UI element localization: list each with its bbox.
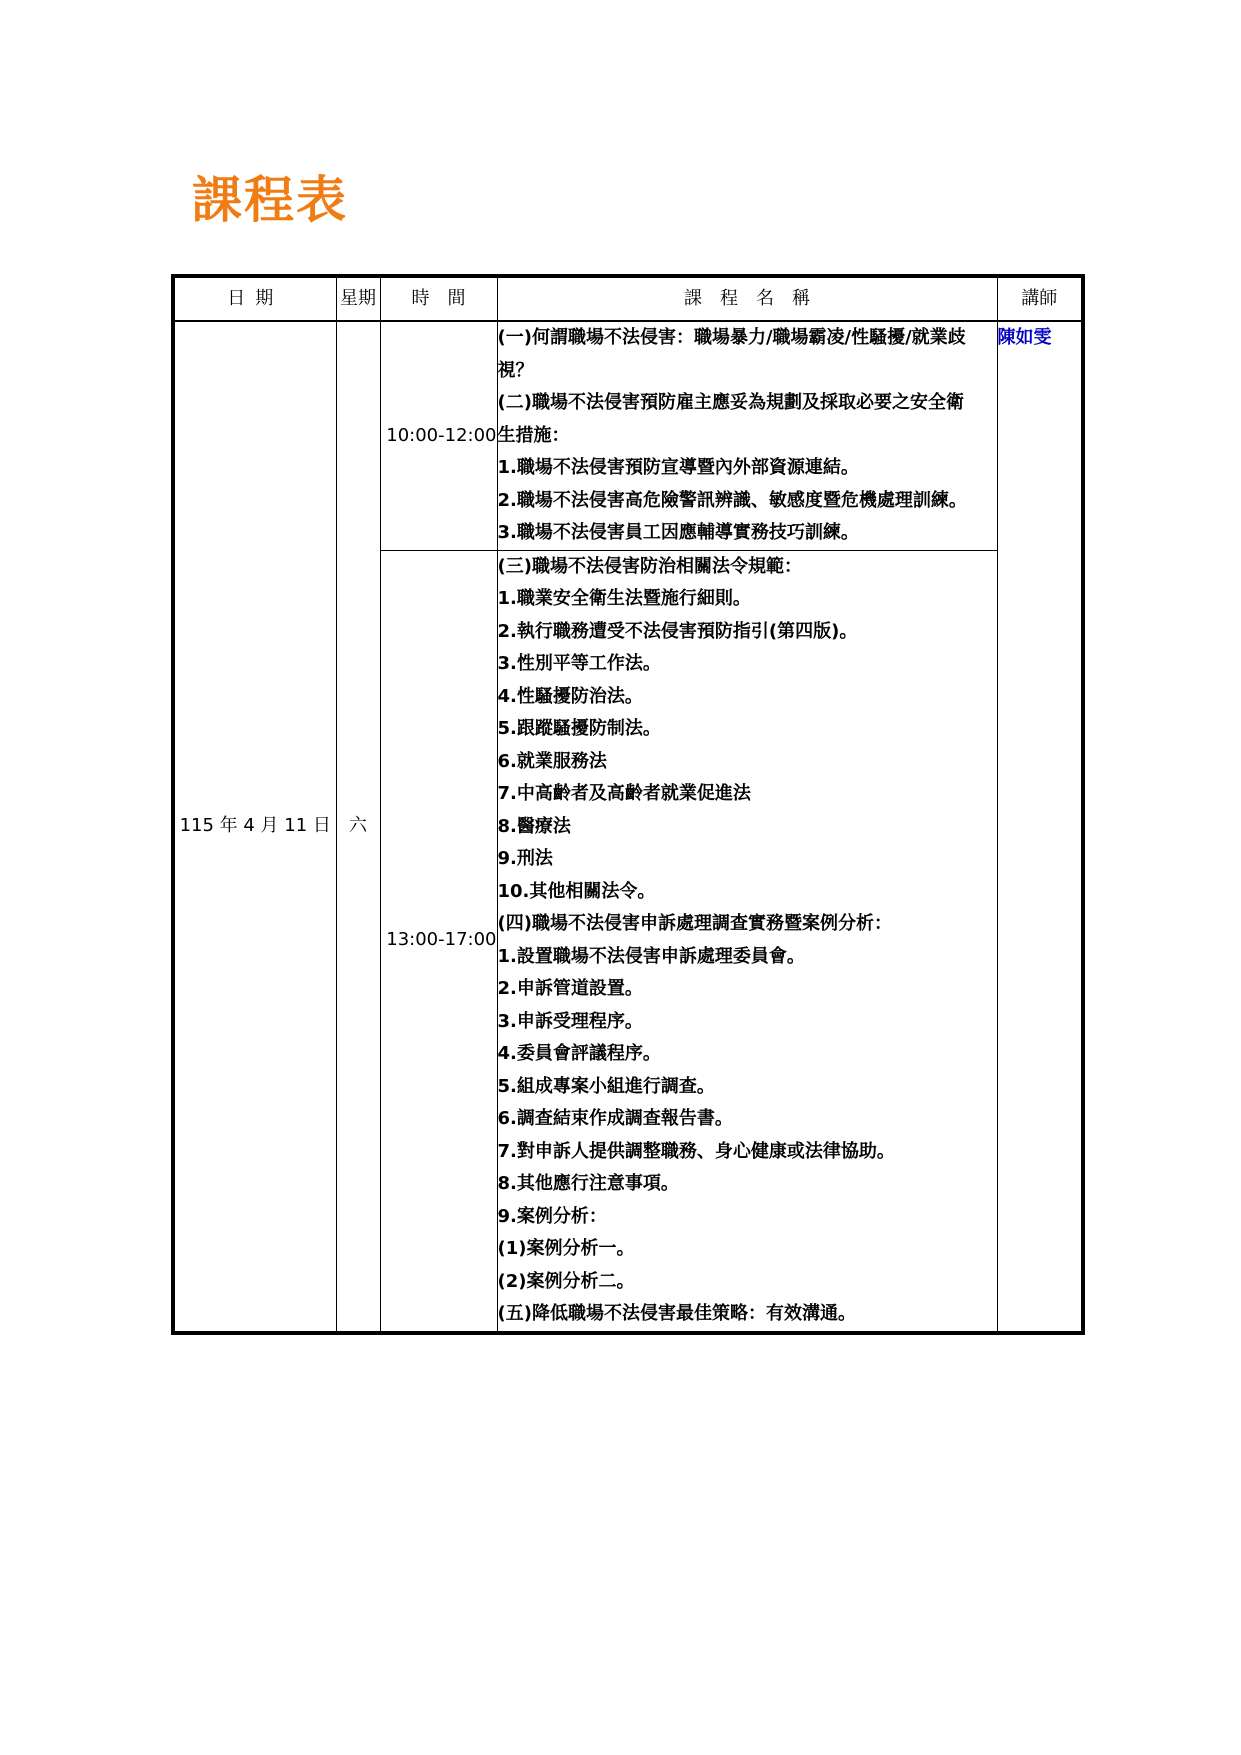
header-row	[173, 276, 1083, 321]
header-lecturer: 講師	[997, 276, 1083, 321]
course-line: 4.委員會評議程序。	[497, 1043, 661, 1064]
course-line: 1.設置職場不法侵害申訴處理委員會。	[497, 945, 805, 967]
course-line: 3.職場不法侵害員工因應輔導實務技巧訓練。	[497, 522, 859, 543]
course-line: 2.職場不法侵害高危險警訊辨識、敏感度暨危機處理訓練。	[497, 489, 967, 511]
course-line: 3.申訴受理程序。	[497, 1010, 643, 1032]
course-line: 9.案例分析：	[497, 1205, 607, 1227]
course-content-morning	[497, 321, 997, 550]
course-line: 3.性別平等工作法。	[497, 653, 661, 674]
course-line: 8.醫療法	[497, 815, 571, 837]
course-line: 5.跟蹤騷擾防制法。	[497, 718, 661, 739]
course-line: 8.其他應行注意事項。	[497, 1173, 679, 1194]
weekday-cell: 六	[336, 321, 380, 1333]
header-course-name: 課 程 名 稱	[497, 276, 997, 321]
session-row-morning	[173, 321, 1083, 550]
course-line: (1)案例分析一。	[497, 1238, 635, 1259]
course-line: 1.職場不法侵害預防宣導暨內外部資源連結。	[497, 457, 859, 478]
date-cell: 115 年 4 月 11 日	[173, 321, 336, 1333]
course-line: (2)案例分析二。	[497, 1270, 635, 1292]
course-line: (三)職場不法侵害防治相關法令規範：	[497, 555, 802, 577]
header-weekday: 星期	[336, 276, 380, 321]
time-cell-morning: 10:00-12:00	[380, 321, 497, 550]
course-line: 4.性騷擾防治法。	[497, 685, 643, 707]
course-line: 生措施：	[497, 424, 570, 446]
course-line: (四)職場不法侵害申訴處理調查實務暨案例分析：	[497, 913, 892, 934]
lecturer-cell: 陳如雯	[997, 321, 1083, 1333]
course-line: 10.其他相關法令。	[497, 880, 656, 902]
time-cell-afternoon: 13:00-17:00	[380, 550, 497, 1333]
course-line: 7.中高齡者及高齡者就業促進法	[497, 783, 751, 804]
page-title: 課程表	[192, 171, 348, 229]
course-line: 7.對申訴人提供調整職務、身心健康或法律協助。	[497, 1140, 895, 1162]
course-line: 9.刑法	[497, 848, 553, 869]
course-line: 6.就業服務法	[497, 750, 607, 772]
course-line: 視？	[497, 359, 534, 381]
course-line: 2.申訴管道設置。	[497, 978, 643, 999]
course-schedule-table	[171, 274, 1085, 1335]
header-time: 時 間	[380, 276, 497, 321]
course-line: 1.職業安全衛生法暨施行細則。	[497, 588, 751, 609]
course-line: (一)何謂職場不法侵害：職場暴力/職場霸凌/性騷擾/就業歧	[497, 327, 966, 348]
course-content-afternoon	[497, 550, 997, 1333]
header-date: 日期	[173, 276, 336, 321]
course-line: 6.調查結束作成調查報告書。	[497, 1108, 733, 1129]
course-line: (二)職場不法侵害預防雇主應妥為規劃及採取必要之安全衛	[497, 392, 964, 413]
course-line: 2.執行職務遭受不法侵害預防指引(第四版)。	[497, 620, 858, 642]
course-line: (五)降低職場不法侵害最佳策略：有效溝通。	[497, 1303, 856, 1324]
course-line: 5.組成專案小組進行調查。	[497, 1075, 715, 1097]
